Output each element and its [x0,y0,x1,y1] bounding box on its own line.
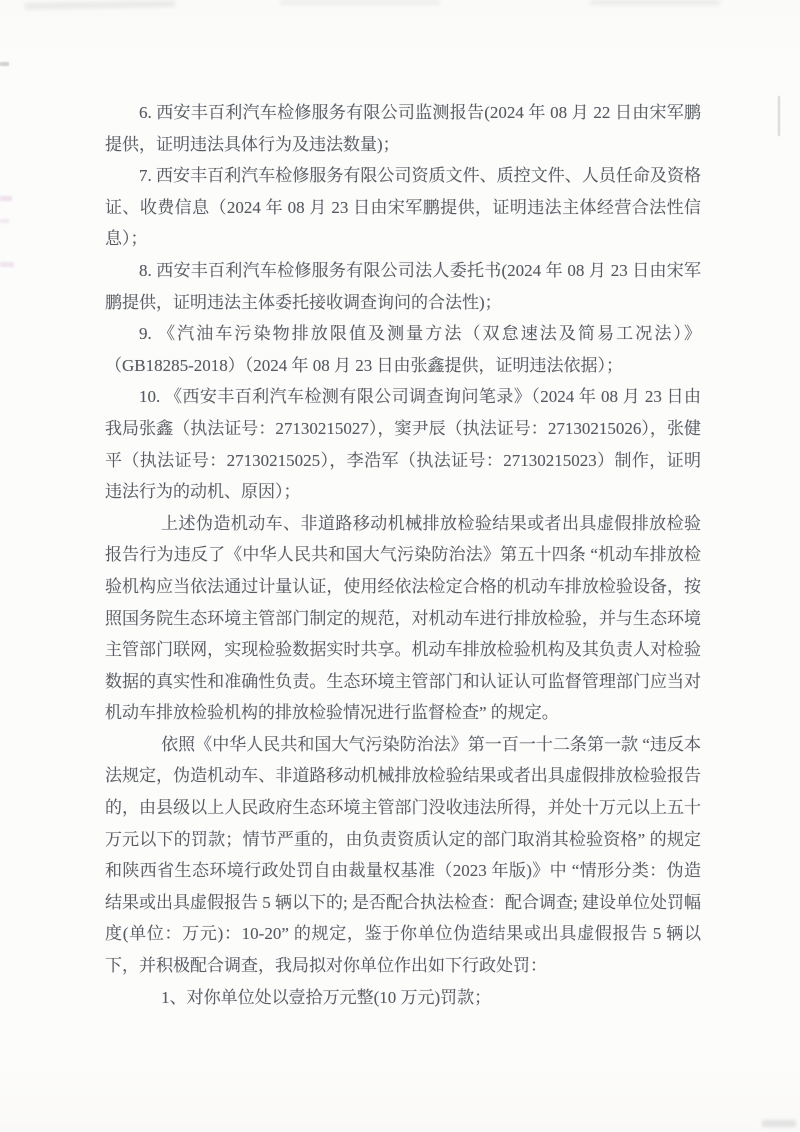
paragraph: 7. 西安丰百利汽车检修服务有限公司资质文件、质控文件、人员任命及资格证、收费信息（2024 年 08 月 23 日由宋军鹏提供，证明违法主体经营合法性信息）； [105,166,701,249]
scan-artifact [25,1,175,10]
scan-artifact [590,0,720,5]
scan-artifact [778,96,780,136]
scan-artifact [280,0,440,5]
scan-artifact [0,219,9,223]
document-body [105,97,701,1013]
paragraph: 上述伪造机动车、非道路移动机械排放检验结果或者出具虚假排放检验报告行为违反了《中华人民共和国大气污染防治法》第五十四条 “机动车排放检验机构应当依法通过计量认证，使用经依法检定合格的机动车排放检验设备，按照国务院生态环境主管部门制定的规范，对机动车进行排放检验，并与生态环境主管部门联网，实现检验数据实时共享。机动车排放检验机构及其负责人对检验数据的真实性和准确性负责。生态环境主管部门和认证认可监督管理部门应当对机动车排放检验机构的排放检验情况进行监督检查” 的规定。 [105,513,701,723]
paragraph: 依照《中华人民共和国大气污染防治法》第一百一十二条第一款 “违反本法规定，伪造机动车、非道路移动机械排放检验结果或者出具虚假排放检验报告的，由县级以上人民政府生态环境主管部门没收违法所得，并处十万元以上五十万元以下的罚款；情节严重的，由负责资质认定的部门取消其检验资格” 的规定和陕西省生态环境行政处罚自由裁量权基准（2023 年版)》中 “情形分类：伪造结果或出具虚假报告 5 辆以下的; 是否配合执法检查：配合调查; 建设单位处罚幅度(单位：万元)：10-20” 的规定，鉴于你单位伪造结果或出具虚假报告 5 辆以下，并积极配合调查，我局拟对你单位作出如下行政处罚： [105,734,701,976]
scan-artifact [0,196,12,201]
paragraph: 9. 《汽油车污染物排放限值及测量方法（双怠速法及简易工况法）》（GB18285-2018）（2024 年 08 月 23 日由张鑫提供，证明违法依据）； [105,324,701,375]
paragraph: 10. 《西安丰百利汽车检测有限公司调查询问笔录》（2024 年 08 月 23 日由我局张鑫（执法证号：27130215027），窦尹辰（执法证号：27130215026），张健平（执法证号：27130215025），李浩军（执法证号：27130215023）制作，证明违法行为的动机、原因）； [105,387,701,502]
paragraph: 8. 西安丰百利汽车检修服务有限公司法人委托书(2024 年 08 月 23 日由宋军鹏提供，证明违法主体委托接收调查询问的合法性)； [105,260,701,312]
scan-artifact [762,1120,796,1127]
scan-artifact [0,62,9,66]
paragraph: 6. 西安丰百利汽车检修服务有限公司监测报告(2024 年 08 月 22 日由宋军鹏提供，证明违法具体行为及违法数量)； [105,103,701,154]
scan-artifact [0,262,14,267]
paragraph: 1、对你单位处以壹拾万元整(10 万元)罚款； [161,987,492,1007]
